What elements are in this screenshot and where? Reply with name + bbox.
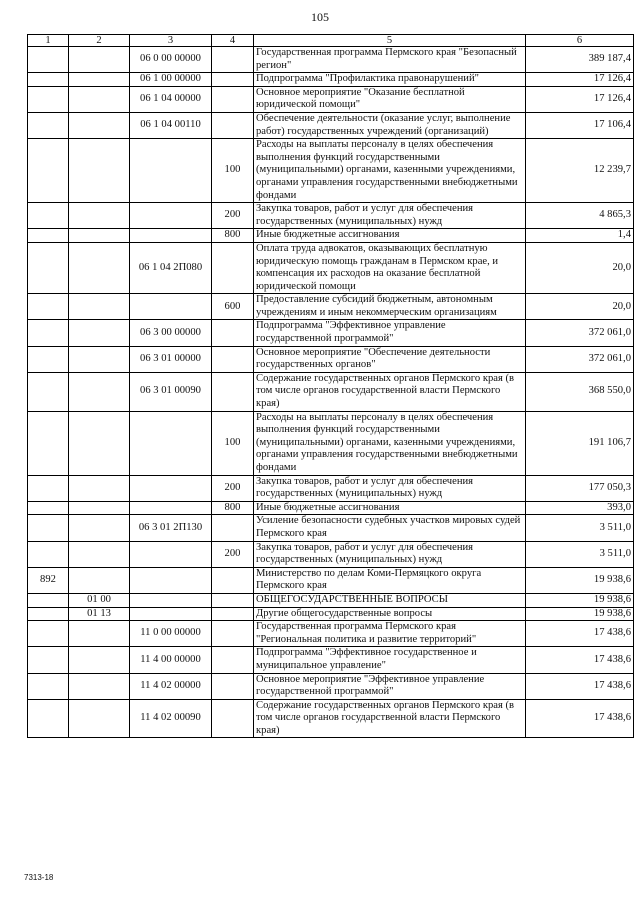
cell-ministry-code [28, 541, 69, 567]
cell-amount: 20,0 [526, 242, 634, 293]
cell-item-name: Основное мероприятие "Эффективное управление государственной программой" [254, 673, 526, 699]
cell-section-code [69, 699, 130, 738]
cell-target-article [130, 607, 212, 621]
cell-expense-type [212, 320, 254, 346]
cell-expense-type [212, 112, 254, 138]
cell-amount: 191 106,7 [526, 411, 634, 475]
cell-section-code [69, 86, 130, 112]
cell-amount: 3 511,0 [526, 541, 634, 567]
cell-item-name: Государственная программа Пермского края "Безопасный регион" [254, 47, 526, 73]
table-row [28, 372, 634, 411]
cell-section-code [69, 567, 130, 593]
cell-target-article: 11 0 00 00000 [130, 621, 212, 647]
cell-ministry-code [28, 673, 69, 699]
cell-item-name: Иные бюджетные ассигнования [254, 229, 526, 243]
cell-expense-type [212, 372, 254, 411]
table-row [28, 112, 634, 138]
cell-ministry-code [28, 242, 69, 293]
cell-expense-type: 100 [212, 411, 254, 475]
cell-amount: 19 938,6 [526, 607, 634, 621]
cell-item-name: Закупка товаров, работ и услуг для обеспечения государственных (муниципальных) нужд [254, 541, 526, 567]
cell-section-code: 01 13 [69, 607, 130, 621]
table-row [28, 501, 634, 515]
cell-section-code [69, 203, 130, 229]
cell-ministry-code [28, 475, 69, 501]
cell-section-code [69, 475, 130, 501]
cell-expense-type: 600 [212, 294, 254, 320]
header-col-1: 1 [28, 35, 69, 47]
budget-table [27, 34, 634, 738]
cell-section-code [69, 541, 130, 567]
cell-expense-type: 200 [212, 203, 254, 229]
cell-amount: 20,0 [526, 294, 634, 320]
page-number: 105 [311, 10, 329, 24]
cell-expense-type [212, 699, 254, 738]
table-row [28, 294, 634, 320]
cell-item-name: Обеспечение деятельности (оказание услуг, выполнение работ) государственных учреждений (организаций) [254, 112, 526, 138]
cell-target-article: 06 1 04 00110 [130, 112, 212, 138]
cell-ministry-code [28, 47, 69, 73]
cell-amount: 17 438,6 [526, 647, 634, 673]
cell-item-name: Государственная программа Пермского края "Региональная политика и развитие территорий" [254, 621, 526, 647]
cell-section-code [69, 320, 130, 346]
cell-item-name: Другие общегосударственные вопросы [254, 607, 526, 621]
header-col-2: 2 [69, 35, 130, 47]
cell-expense-type [212, 47, 254, 73]
header-col-4: 4 [212, 35, 254, 47]
cell-expense-type: 800 [212, 501, 254, 515]
cell-expense-type [212, 647, 254, 673]
cell-target-article [130, 229, 212, 243]
cell-expense-type [212, 242, 254, 293]
cell-target-article [130, 541, 212, 567]
cell-ministry-code [28, 86, 69, 112]
cell-expense-type: 200 [212, 475, 254, 501]
cell-expense-type: 100 [212, 139, 254, 203]
cell-ministry-code [28, 621, 69, 647]
cell-amount: 19 938,6 [526, 593, 634, 607]
cell-target-article [130, 411, 212, 475]
cell-amount: 3 511,0 [526, 515, 634, 541]
table-row [28, 47, 634, 73]
header-row [28, 35, 634, 47]
cell-expense-type [212, 73, 254, 87]
cell-item-name: Подпрограмма "Эффективное государственное и муниципальное управление" [254, 647, 526, 673]
cell-ministry-code [28, 320, 69, 346]
cell-amount: 177 050,3 [526, 475, 634, 501]
cell-expense-type [212, 621, 254, 647]
cell-ministry-code [28, 139, 69, 203]
table-row [28, 475, 634, 501]
table-row [28, 607, 634, 621]
cell-expense-type [212, 567, 254, 593]
cell-ministry-code [28, 203, 69, 229]
cell-target-article [130, 475, 212, 501]
cell-section-code [69, 229, 130, 243]
cell-amount: 17 438,6 [526, 621, 634, 647]
cell-ministry-code [28, 73, 69, 87]
cell-section-code [69, 139, 130, 203]
cell-section-code [69, 242, 130, 293]
cell-item-name: Расходы на выплаты персоналу в целях обеспечения выполнения функций государственными (муниципальными) органами, казенными учреждениями, органами управления государственными внебюджетными фондами [254, 411, 526, 475]
cell-ministry-code [28, 372, 69, 411]
cell-target-article [130, 139, 212, 203]
cell-target-article: 06 1 04 2П080 [130, 242, 212, 293]
cell-ministry-code [28, 699, 69, 738]
cell-target-article: 11 4 00 00000 [130, 647, 212, 673]
cell-amount: 19 938,6 [526, 567, 634, 593]
cell-amount: 389 187,4 [526, 47, 634, 73]
cell-ministry-code [28, 515, 69, 541]
table-row [28, 320, 634, 346]
cell-item-name: Основное мероприятие "Обеспечение деятельности государственных органов" [254, 346, 526, 372]
table-body [28, 47, 634, 738]
cell-item-name: Содержание государственных органов Пермского края (в том числе органов государственной власти Пермского края) [254, 699, 526, 738]
table-row [28, 73, 634, 87]
cell-target-article: 11 4 02 00090 [130, 699, 212, 738]
cell-section-code [69, 346, 130, 372]
table-row [28, 139, 634, 203]
table-header [28, 35, 634, 47]
cell-expense-type [212, 346, 254, 372]
cell-target-article [130, 203, 212, 229]
cell-section-code: 01 00 [69, 593, 130, 607]
header-col-6: 6 [526, 35, 634, 47]
cell-ministry-code [28, 346, 69, 372]
cell-expense-type: 200 [212, 541, 254, 567]
cell-item-name: Предоставление субсидий бюджетным, автономным учреждениям и иным некоммерческим организациям [254, 294, 526, 320]
cell-section-code [69, 294, 130, 320]
cell-section-code [69, 73, 130, 87]
table-row [28, 593, 634, 607]
cell-amount: 368 550,0 [526, 372, 634, 411]
table-row [28, 86, 634, 112]
cell-ministry-code [28, 593, 69, 607]
cell-ministry-code [28, 607, 69, 621]
header-col-3: 3 [130, 35, 212, 47]
cell-section-code [69, 411, 130, 475]
cell-section-code [69, 112, 130, 138]
cell-target-article [130, 501, 212, 515]
cell-expense-type [212, 515, 254, 541]
cell-amount: 372 061,0 [526, 320, 634, 346]
cell-amount: 12 239,7 [526, 139, 634, 203]
cell-expense-type [212, 593, 254, 607]
table-row [28, 673, 634, 699]
cell-section-code [69, 647, 130, 673]
cell-item-name: Закупка товаров, работ и услуг для обеспечения государственных (муниципальных) нужд [254, 475, 526, 501]
cell-target-article: 06 3 00 00000 [130, 320, 212, 346]
cell-expense-type: 800 [212, 229, 254, 243]
table-row [28, 647, 634, 673]
cell-expense-type [212, 673, 254, 699]
cell-target-article [130, 567, 212, 593]
cell-amount: 17 438,6 [526, 673, 634, 699]
cell-section-code [69, 673, 130, 699]
table-row [28, 515, 634, 541]
cell-target-article: 06 3 01 2П130 [130, 515, 212, 541]
cell-item-name: Подпрограмма "Профилактика правонарушений" [254, 73, 526, 87]
cell-target-article: 06 1 00 00000 [130, 73, 212, 87]
cell-target-article: 06 3 01 00000 [130, 346, 212, 372]
cell-ministry-code [28, 411, 69, 475]
cell-item-name: ОБЩЕГОСУДАРСТВЕННЫЕ ВОПРОСЫ [254, 593, 526, 607]
cell-item-name: Оплата труда адвокатов, оказывающих бесплатную юридическую помощь гражданам в Пермском крае, и компенсация их расходов на оказание бесплатной юридической помощи [254, 242, 526, 293]
table-row [28, 411, 634, 475]
cell-amount: 17 126,4 [526, 86, 634, 112]
table-row [28, 621, 634, 647]
cell-item-name: Министерство по делам Коми-Пермяцкого округа Пермского края [254, 567, 526, 593]
table-row [28, 346, 634, 372]
cell-target-article: 06 1 04 00000 [130, 86, 212, 112]
cell-ministry-code [28, 294, 69, 320]
cell-target-article: 11 4 02 00000 [130, 673, 212, 699]
table-row [28, 567, 634, 593]
cell-amount: 17 106,4 [526, 112, 634, 138]
cell-ministry-code: 892 [28, 567, 69, 593]
cell-amount: 4 865,3 [526, 203, 634, 229]
cell-expense-type [212, 86, 254, 112]
cell-item-name: Подпрограмма "Эффективное управление государственной программой" [254, 320, 526, 346]
cell-item-name: Расходы на выплаты персоналу в целях обеспечения выполнения функций государственными (муниципальными) органами, казенными учреждениями, органами управления государственными внебюджетными фондами [254, 139, 526, 203]
cell-target-article [130, 294, 212, 320]
cell-amount: 372 061,0 [526, 346, 634, 372]
table-row [28, 229, 634, 243]
cell-section-code [69, 621, 130, 647]
cell-ministry-code [28, 501, 69, 515]
table-row [28, 699, 634, 738]
table-row [28, 541, 634, 567]
cell-ministry-code [28, 112, 69, 138]
cell-target-article: 06 3 01 00090 [130, 372, 212, 411]
table-row [28, 203, 634, 229]
cell-section-code [69, 372, 130, 411]
cell-target-article [130, 593, 212, 607]
cell-expense-type [212, 607, 254, 621]
cell-amount: 17 438,6 [526, 699, 634, 738]
cell-item-name: Иные бюджетные ассигнования [254, 501, 526, 515]
cell-ministry-code [28, 229, 69, 243]
cell-ministry-code [28, 647, 69, 673]
header-col-5: 5 [254, 35, 526, 47]
cell-item-name: Основное мероприятие "Оказание бесплатной юридической помощи" [254, 86, 526, 112]
cell-item-name: Содержание государственных органов Пермского края (в том числе органов государственной власти Пермского края) [254, 372, 526, 411]
cell-section-code [69, 47, 130, 73]
cell-item-name: Закупка товаров, работ и услуг для обеспечения государственных (муниципальных) нужд [254, 203, 526, 229]
cell-target-article: 06 0 00 00000 [130, 47, 212, 73]
cell-amount: 17 126,4 [526, 73, 634, 87]
table-row [28, 242, 634, 293]
footer-code: 7313-18 [24, 873, 54, 882]
cell-amount: 1,4 [526, 229, 634, 243]
cell-item-name: Усиление безопасности судебных участков мировых судей Пермского края [254, 515, 526, 541]
cell-amount: 393,0 [526, 501, 634, 515]
cell-section-code [69, 515, 130, 541]
cell-section-code [69, 501, 130, 515]
